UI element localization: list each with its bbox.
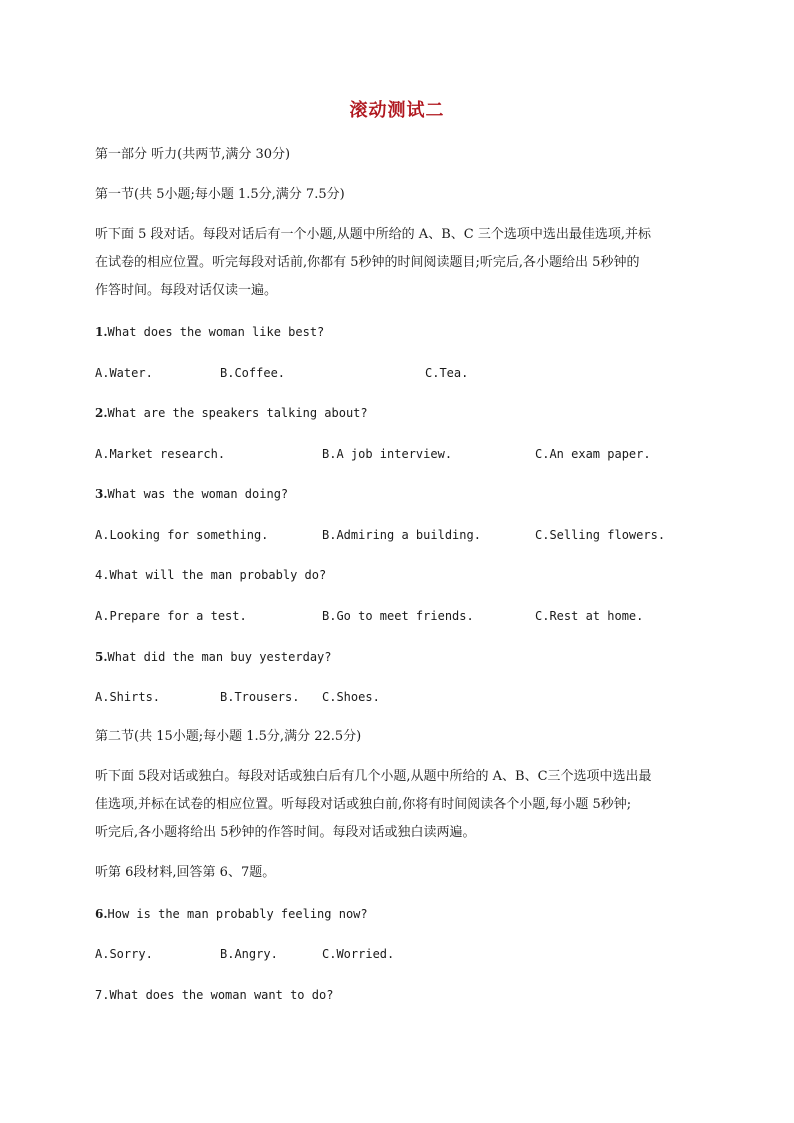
question-6 (95, 906, 368, 922)
question-text: What does the woman want to do? (109, 988, 334, 1002)
question-text: What does the woman like best? (107, 325, 325, 339)
page-title: 滚动测试二 (349, 100, 445, 121)
material-note: 听第 6段材料,回答第 6、7题。 (95, 865, 276, 880)
question-number: 4. (95, 568, 110, 582)
option-a: A.Water. (95, 366, 153, 380)
question-number: 5. (95, 650, 108, 664)
option-c: C.Worried. (322, 947, 395, 961)
option-b: B.Trousers. (220, 690, 300, 704)
option-a: A.Market research. (95, 447, 226, 461)
question-text: What are the speakers talking about? (107, 406, 368, 420)
question-number: 1. (95, 325, 108, 339)
option-c: C.Tea. (425, 366, 469, 380)
option-a: A.Sorry. (95, 947, 153, 961)
question-number: 3. (95, 487, 108, 501)
question-number: 7. (95, 988, 110, 1002)
question-4 (95, 567, 326, 583)
option-c: C.Rest at home. (535, 609, 644, 623)
section2-instructions (95, 763, 699, 847)
instruction-line: 佳选项,并标在试卷的相应位置。听每段对话或独白前,你将有时间阅读各个小题,每小题 5秒钟; (95, 797, 632, 812)
question-text: How is the man probably feeling now? (107, 907, 368, 921)
instruction-line: 听下面 5 段对话。每段对话后有一个小题,从题中所给的 A、B、C 三个选项中选出最佳选项,并标 (95, 227, 651, 242)
instruction-line: 听完后,各小题将给出 5秒钟的作答时间。每段对话或独白读两遍。 (95, 825, 476, 840)
instruction-line: 在试卷的相应位置。听完每段对话前,你都有 5秒钟的时间阅读题目;听完后,各小题给出 5秒钟的 (95, 255, 640, 270)
instruction-line: 听下面 5段对话或独白。每段对话或独白后有几个小题,从题中所给的 A、B、C三个选项中选出最 (95, 769, 652, 784)
question-text: What did the man buy yesterday? (107, 650, 332, 664)
section1-instructions (95, 221, 699, 305)
option-c: C.Selling flowers. (535, 528, 666, 542)
option-b: B.Coffee. (220, 366, 286, 380)
question-2 (95, 405, 368, 421)
question-5 (95, 649, 332, 665)
part-heading: 第一部分 听力(共两节,满分 30分) (95, 147, 291, 162)
question-text: What was the woman doing? (107, 487, 289, 501)
option-b: B.A job interview. (322, 447, 453, 461)
section1-heading: 第一节(共 5小题;每小题 1.5分,满分 7.5分) (95, 187, 345, 202)
question-number: 2. (95, 406, 108, 420)
option-a: A.Prepare for a test. (95, 609, 247, 623)
question-number: 6. (95, 907, 108, 921)
question-text: What will the man probably do? (109, 568, 327, 582)
option-a: A.Shirts. (95, 690, 161, 704)
option-a: A.Looking for something. (95, 528, 269, 542)
question-1 (95, 324, 324, 340)
section2-heading: 第二节(共 15小题;每小题 1.5分,满分 22.5分) (95, 729, 362, 744)
instruction-line: 作答时间。每段对话仅读一遍。 (95, 283, 278, 298)
question-7 (95, 987, 333, 1003)
option-c: C.An exam paper. (535, 447, 651, 461)
option-b: B.Angry. (220, 947, 278, 961)
option-c: C.Shoes. (322, 690, 380, 704)
option-b: B.Admiring a building. (322, 528, 481, 542)
option-b: B.Go to meet friends. (322, 609, 474, 623)
question-3 (95, 486, 288, 502)
